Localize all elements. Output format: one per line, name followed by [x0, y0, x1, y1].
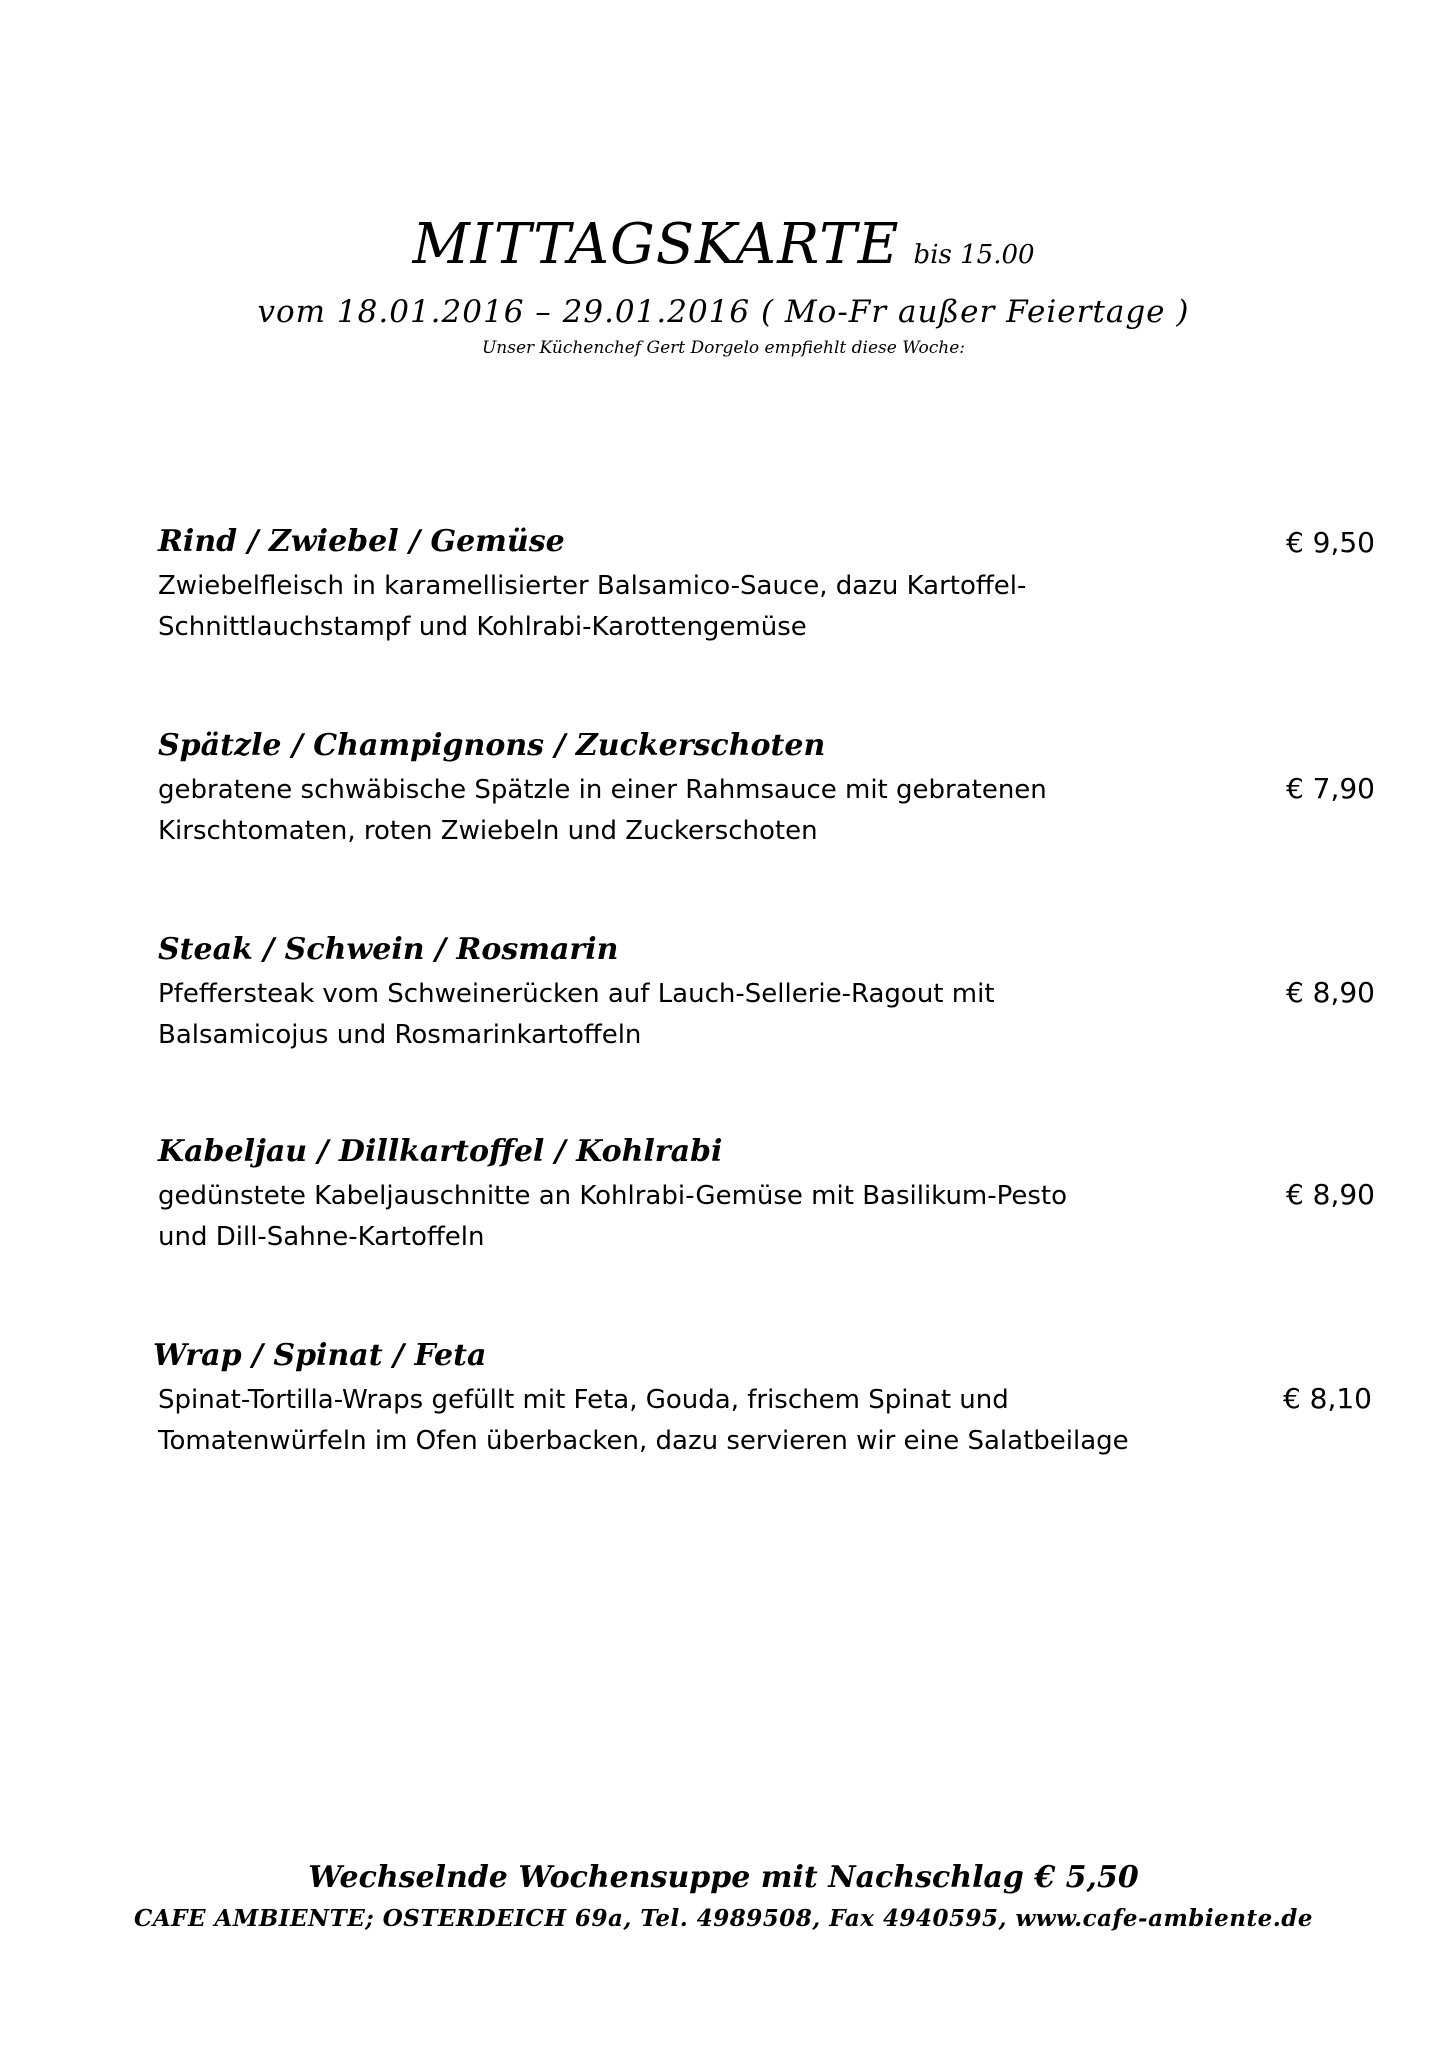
chef-note: Unser Küchenchef Gert Dorgelo empfiehlt diese Woche:: [481, 338, 966, 358]
menu-item-price: € 8,10: [1282, 1382, 1372, 1415]
menu-item-price: € 9,50: [1285, 526, 1375, 559]
description-line: und Dill-Sahne-Kartoffeln: [158, 1222, 485, 1252]
page-title: MITTAGSKARTE: [412, 212, 900, 277]
description-line: gedünstete Kabeljauschnitte an Kohlrabi-Gemüse mit Basilikum-Pesto: [158, 1181, 1068, 1211]
menu-item-title: Spätzle / Champignons / Zuckerschoten: [158, 728, 826, 763]
description-line: Kirschtomaten, roten Zwiebeln und Zuckerschoten: [158, 816, 818, 846]
menu-item-price: € 8,90: [1285, 976, 1375, 1009]
soup-of-the-week: Wechselnde Wochensuppe mit Nachschlag € 5,50: [308, 1860, 1139, 1895]
menu-item: [150, 1338, 1370, 1468]
date-range: vom 18.01.2016 – 29.01.2016 ( Mo-Fr außer Feiertage ): [257, 294, 1190, 330]
description-line: Zwiebelfleisch in karamellisierter Balsamico-Sauce, dazu Kartoffel-: [158, 571, 1027, 601]
menu-item: [155, 524, 1375, 654]
menu-item-title: Rind / Zwiebel / Gemüse: [158, 524, 565, 559]
description-line: Pfeffersteak vom Schweinerücken auf Lauch-Sellerie-Ragout mit: [158, 979, 995, 1009]
description-line: Balsamicojus und Rosmarinkartoffeln: [158, 1020, 642, 1050]
menu-item-title: Kabeljau / Dillkartoffel / Kohlrabi: [158, 1134, 723, 1169]
menu-item-description: [158, 1176, 1067, 1258]
menu-item-description: [158, 974, 995, 1056]
serving-time: bis 15.00: [913, 240, 1035, 270]
menu-item-description: [158, 566, 1026, 648]
menu-header: [0, 212, 1447, 277]
contact-info: CAFE AMBIENTE; OSTERDEICH 69a, Tel. 4989508, Fax 4940595, www.cafe-ambiente.de: [134, 1905, 1313, 1932]
menu-item-description: [158, 1380, 1129, 1462]
menu-item-price: € 8,90: [1285, 1178, 1375, 1211]
menu-item: [155, 932, 1375, 1062]
description-line: Spinat-Tortilla-Wraps gefüllt mit Feta, Gouda, frischem Spinat und: [158, 1385, 1009, 1415]
description-line: Schnittlauchstampf und Kohlrabi-Karottengemüse: [158, 612, 807, 642]
menu-item: [155, 1134, 1375, 1264]
description-line: gebratene schwäbische Spätzle in einer Rahmsauce mit gebratenen: [158, 775, 1047, 805]
menu-item-description: [158, 770, 1047, 852]
menu-item: [155, 728, 1375, 858]
menu-item-title: Wrap / Spinat / Feta: [153, 1338, 487, 1373]
menu-item-price: € 7,90: [1285, 772, 1375, 805]
menu-item-title: Steak / Schwein / Rosmarin: [158, 932, 619, 967]
description-line: Tomatenwürfeln im Ofen überbacken, dazu servieren wir eine Salatbeilage: [158, 1426, 1129, 1456]
